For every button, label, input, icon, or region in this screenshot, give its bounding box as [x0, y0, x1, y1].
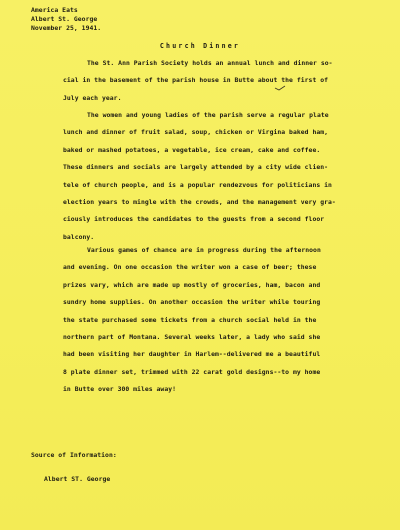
- paragraph-line: These dinners and socials are largely attended by a city wide clien-: [63, 163, 329, 172]
- paragraph-line: in Butte over 300 miles away!: [63, 385, 177, 394]
- paragraph-line: The St. Ann Parish Society holds an annual lunch and dinner so-: [87, 59, 333, 67]
- paragraph-line: and evening. On one occasion the writer won a case of beer; these: [63, 263, 317, 272]
- paragraph-line: balcony.: [63, 232, 95, 241]
- paragraph-line: ciously introduces the candidates to the guests from a second floor: [63, 215, 325, 224]
- paragraph-line: the state purchased some tickets from a church social held in the: [63, 315, 317, 324]
- paragraph-line: sundry home supplies. On another occasion the writer while touring: [63, 298, 321, 307]
- paragraph-line: Various games of chance are in progress during the afternoon: [87, 246, 321, 254]
- header-series: America Eats: [31, 6, 78, 14]
- source-name: Albert ST. George: [44, 475, 111, 483]
- paragraph-line: lunch and dinner of fruit salad, soup, chicken or Virgina baked ham,: [63, 128, 329, 137]
- paragraph-line: had been visiting her daughter in Harlem--delivered me a beautiful: [63, 350, 321, 359]
- document-header: [31, 6, 101, 33]
- paragraph-line: prizes vary, which are made up mostly of groceries, ham, bacon and: [63, 280, 321, 289]
- paragraph-line: 8 plate dinner set, trimmed with 22 carat gold designs--to my home: [63, 367, 321, 376]
- header-author: Albert St. George: [31, 15, 98, 23]
- paragraph-line: tele of church people, and is a popular rendezvous for politicians in: [63, 180, 332, 189]
- document-title: Church Dinner: [159, 42, 241, 50]
- paragraph-2: [63, 107, 375, 246]
- paragraph-line: July each year.: [63, 93, 122, 102]
- header-date: November 25, 1941.: [31, 24, 102, 32]
- paragraph-3: [63, 242, 375, 399]
- paragraph-line: northern part of Montana. Several weeks later, a lady who said she: [63, 332, 321, 341]
- paragraph-line: baked or mashed potatoes, a vegetable, ice cream, cake and coffee.: [63, 145, 321, 154]
- source-label: Source of Information:: [31, 451, 117, 459]
- paragraph-line: election years to mingle with the crowds, and the management very gra-: [63, 197, 336, 206]
- paragraph-1: [63, 55, 375, 107]
- paragraph-line: cial in the basement of the parish house in Butte about the first of: [63, 76, 329, 85]
- paragraph-line: The women and young ladies of the parish serve a regular plate: [87, 111, 329, 119]
